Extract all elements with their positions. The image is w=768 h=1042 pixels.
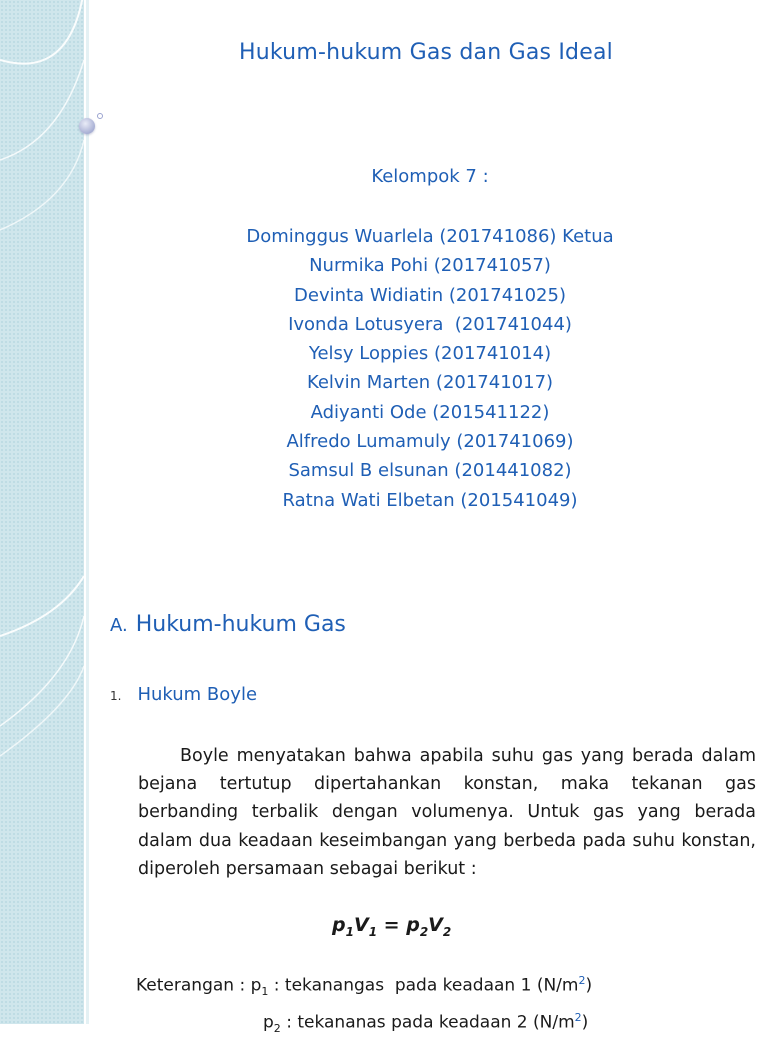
member-item: Alfredo Lumamuly (201741069)	[286, 431, 574, 453]
legend-text: )	[585, 975, 593, 996]
eq-term: p	[332, 914, 346, 936]
eq-sub: 1	[345, 924, 354, 939]
boyle-equation	[332, 914, 451, 939]
sidebar-edge	[86, 0, 89, 576]
legend	[136, 968, 592, 1042]
legend-sub: 1	[261, 985, 269, 999]
member-item: Ratna Wati Elbetan (201541049)	[282, 489, 578, 511]
eq-term: V	[353, 914, 369, 936]
section-heading	[110, 612, 346, 637]
legend-sup: 2	[574, 1011, 582, 1025]
legend-var: p	[250, 975, 262, 996]
section-title: Hukum-hukum Gas	[135, 612, 346, 637]
sidebar-decoration	[0, 0, 84, 576]
boyle-paragraph	[138, 742, 756, 883]
legend-row-2	[136, 1005, 592, 1042]
member-item: Devinta Widiatin (201741025)	[294, 284, 566, 306]
legend-text: )	[581, 1012, 589, 1033]
eq-term: V	[428, 914, 443, 936]
member-item: Ivonda Lotusyera (201741044)	[288, 313, 572, 335]
slide-title: Hukum-hukum Gas dan Gas Ideal	[239, 40, 613, 65]
decorative-ring	[97, 113, 103, 119]
eq-sub: 2	[442, 924, 452, 939]
sub-number: 1.	[110, 689, 122, 703]
legend-text: : tekanangas pada keadaan 1 (N/m	[268, 975, 579, 996]
sub-heading	[110, 684, 257, 705]
section-letter: A.	[110, 615, 128, 636]
sidebar-curves	[0, 0, 84, 576]
sidebar-decoration	[0, 576, 84, 1024]
legend-sub: 2	[273, 1022, 281, 1036]
eq-sub: 1	[368, 924, 378, 939]
legend-var: p	[263, 1012, 274, 1033]
member-list	[130, 222, 730, 515]
paragraph-text: Boyle menyatakan bahwa apabila suhu gas yang berada dalam bejana tertutup dipertahankan konstan, maka tekanan gas berbanding terbalik dengan volumenya. Untuk gas yang berada dalam dua keadaan keseimbangan yang berbeda pada suhu konstan, diperoleh persamaan sebagai berikut :	[138, 746, 756, 879]
member-item: Adiyanti Ode (201541122)	[310, 401, 550, 423]
eq-equals: =	[377, 914, 407, 936]
sub-title: Hukum Boyle	[137, 684, 258, 705]
legend-label: Keterangan :	[136, 975, 251, 996]
eq-term: p	[406, 914, 420, 936]
member-item: Kelvin Marten (201741017)	[306, 372, 554, 394]
member-item: Nurmika Pohi (201741057)	[309, 255, 551, 277]
sidebar-curves	[0, 576, 84, 1024]
eq-sub: 2	[419, 924, 429, 939]
sidebar-edge	[86, 576, 89, 1024]
group-label: Kelompok 7 :	[371, 166, 489, 187]
legend-sup: 2	[578, 974, 586, 987]
decorative-bead	[79, 118, 95, 134]
member-item: Samsul B elsunan (201441082)	[288, 460, 572, 482]
member-item: Yelsy Loppies (201741014)	[308, 343, 552, 365]
member-item: Dominggus Wuarlela (201741086) Ketua	[246, 226, 614, 247]
legend-text: : tekananas pada keadaan 2 (N/m	[280, 1012, 575, 1033]
